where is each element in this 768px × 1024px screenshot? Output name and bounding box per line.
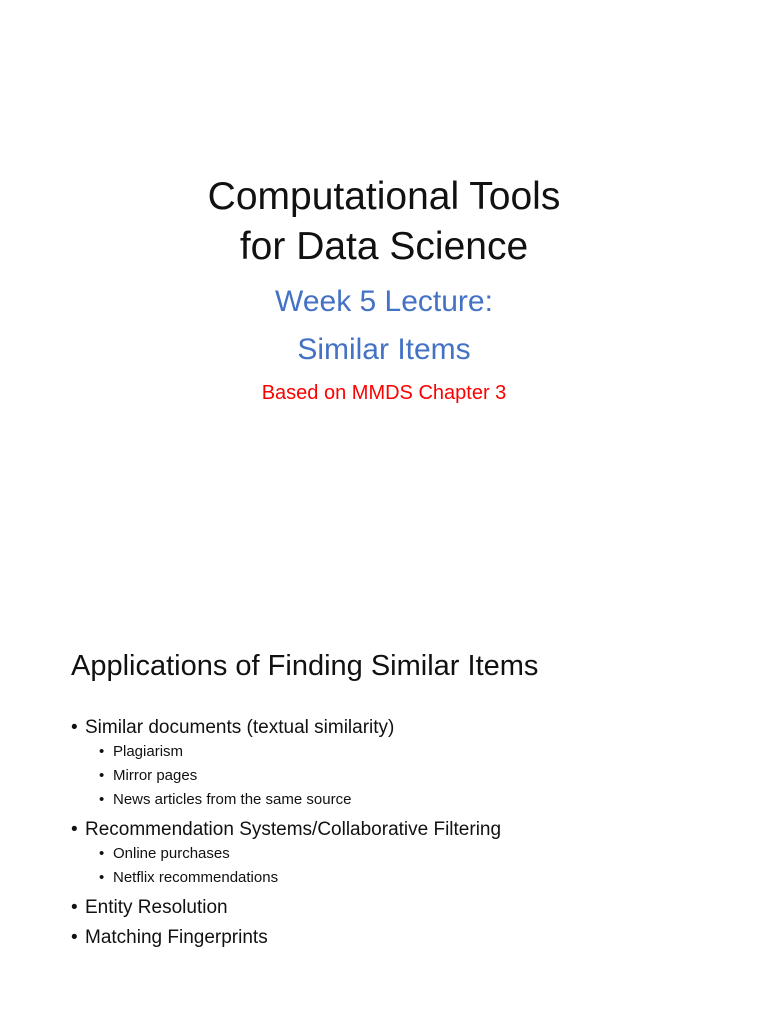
bullet-dot-icon: • — [71, 717, 78, 738]
slide-subtitle-line-2: Similar Items — [297, 333, 471, 366]
bullet-text: Matching Fingerprints — [85, 927, 268, 948]
bullet-dot-icon: • — [99, 791, 105, 808]
source-note: Based on MMDS Chapter 3 — [261, 382, 507, 404]
bullet-item — [71, 926, 501, 950]
sub-bullet-item — [71, 740, 501, 764]
bullet-dot-icon: • — [99, 845, 105, 862]
bullet-text: Mirror pages — [113, 767, 198, 784]
bullet-dot-icon: • — [99, 767, 105, 784]
sub-bullet-item — [71, 842, 501, 866]
bullet-dot-icon: • — [71, 927, 78, 948]
slide-subtitle-line-1: Week 5 Lecture: — [275, 285, 493, 318]
bullet-text: Recommendation Systems/Collaborative Filtering — [85, 819, 502, 840]
sub-bullet-item — [71, 764, 501, 788]
bullet-dot-icon: • — [71, 897, 78, 918]
bullet-text: Similar documents (textual similarity) — [85, 717, 395, 738]
slide-heading: Applications of Finding Similar Items — [71, 650, 539, 682]
bullet-dot-icon: • — [99, 743, 105, 760]
bullet-dot-icon: • — [71, 819, 78, 840]
bullet-text: Plagiarism — [113, 743, 184, 760]
bullet-text: Online purchases — [113, 845, 230, 862]
bullet-list — [71, 716, 501, 950]
sub-bullet-item — [71, 788, 501, 812]
bullet-text: Netflix recommendations — [113, 869, 279, 886]
content-slide — [0, 512, 768, 1024]
slide-title-line-1: Computational Tools — [207, 175, 561, 218]
bullet-item — [71, 818, 501, 842]
sub-bullet-item — [71, 866, 501, 890]
bullet-item — [71, 716, 501, 740]
bullet-dot-icon: • — [99, 869, 105, 886]
bullet-text: News articles from the same source — [113, 791, 352, 808]
bullet-text: Entity Resolution — [85, 897, 228, 918]
bullet-item — [71, 896, 501, 920]
slide-title-line-2: for Data Science — [239, 225, 529, 268]
